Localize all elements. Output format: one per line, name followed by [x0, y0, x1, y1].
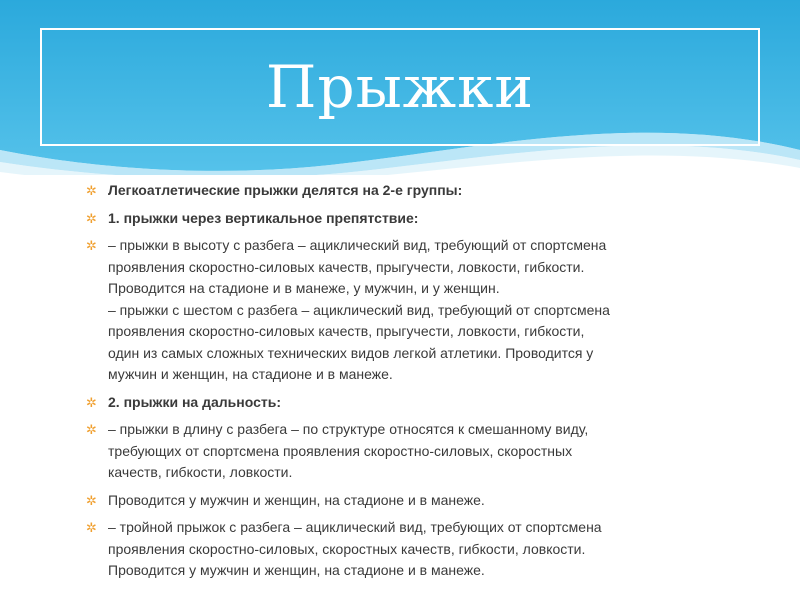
paragraph-line: качеств, гибкости, ловкости. — [108, 464, 293, 480]
paragraph-line: – прыжки в длину с разбега – по структуре относятся к смешанному виду, — [108, 421, 589, 437]
bullet-paragraph — [86, 490, 726, 512]
paragraph-line: Проводится у мужчин и женщин, на стадионе и в манеже. — [108, 491, 485, 508]
paragraph-line: 1. прыжки через вертикальное препятствие: — [108, 209, 419, 226]
paragraph-line: – тройной прыжок с разбега – ациклический вид, требующих от спортсмена — [108, 519, 602, 535]
paragraph-line: один из самых сложных технических видов легкой атлетики. Проводится у — [108, 344, 594, 361]
bullet-star-icon: ✲ — [86, 394, 97, 410]
paragraph-line: Легкоатлетические прыжки делятся на 2-е группы: — [108, 182, 463, 198]
bullet-paragraph — [86, 208, 726, 230]
paragraph-line: Проводится на стадионе и в манеже, у мужчин, и у женщин. — [108, 280, 500, 296]
bullet-paragraph — [86, 180, 726, 202]
bullet-paragraph — [86, 235, 726, 386]
paragraph-line: – прыжки с шестом с разбега – ациклический вид, требующий от спортсмена — [108, 301, 610, 318]
bullet-paragraph — [86, 517, 726, 582]
paragraph-line: Проводится у мужчин и женщин, на стадионе и в манеже. — [108, 562, 485, 578]
bullet-star-icon: ✲ — [86, 422, 97, 437]
title-box — [40, 28, 760, 146]
slide-body — [86, 180, 726, 588]
bullet-paragraph — [86, 392, 726, 414]
bullet-star-icon: ✲ — [86, 183, 97, 198]
paragraph-line: – прыжки в высоту с разбега – ациклический вид, требующий от спортсмена — [108, 237, 607, 253]
paragraph-line: проявления скоростно-силовых качеств, прыгучести, ловкости, гибкости. — [108, 258, 585, 275]
bullet-star-icon: ✲ — [86, 492, 97, 508]
bullet-star-icon: ✲ — [86, 238, 97, 253]
bullet-paragraph — [86, 419, 726, 484]
paragraph-line: проявления скоростно-силовых качеств, прыгучести, ловкости, гибкости, — [108, 323, 585, 339]
bullet-star-icon: ✲ — [86, 210, 97, 226]
paragraph-line: 2. прыжки на дальность: — [108, 393, 281, 410]
paragraph-line: требующих от спортсмена проявления скоростно-силовых, скоростных — [108, 442, 573, 459]
paragraph-line: проявления скоростно-силовых, скоростных качеств, гибкости, ловкости. — [108, 540, 586, 557]
paragraph-line: мужчин и женщин, на стадионе и в манеже. — [108, 366, 393, 382]
bullet-star-icon: ✲ — [86, 520, 97, 535]
slide-title: Прыжки — [265, 53, 535, 121]
